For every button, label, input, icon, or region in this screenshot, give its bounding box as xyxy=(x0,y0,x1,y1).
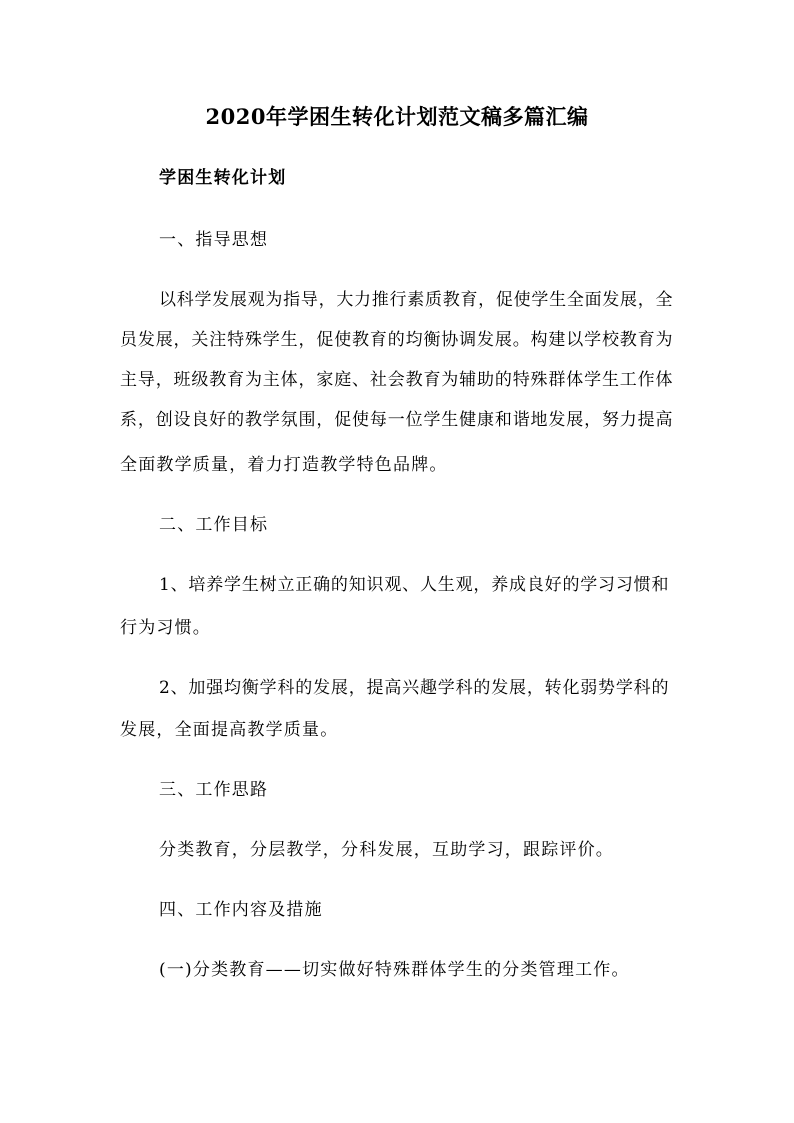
section-heading-3: 三、工作思路 xyxy=(159,780,269,800)
paragraph-line: 全面教学质量，着力打造教学特色品牌。 xyxy=(120,455,448,475)
paragraph-line: 1、培养学生树立正确的知识观、人生观，养成良好的学习习惯和 xyxy=(159,575,669,595)
section-heading-4: 四、工作内容及措施 xyxy=(159,900,323,920)
section-heading-2: 二、工作目标 xyxy=(159,515,269,535)
paragraph-line: 2、加强均衡学科的发展，提高兴趣学科的发展，转化弱势学科的 xyxy=(159,678,669,698)
paragraph-line: 以科学发展观为指导，大力推行素质教育，促使学生全面发展，全 xyxy=(159,290,673,310)
paragraph-line: (一)分类教育——切实做好特殊群体学生的分类管理工作。 xyxy=(159,960,630,980)
paragraph-line: 系，创设良好的教学氛围，促使每一位学生健康和谐地发展，努力提高 xyxy=(120,410,673,430)
paragraph-line: 分类教育，分层教学，分科发展，互助学习，跟踪评价。 xyxy=(159,840,614,860)
paragraph-line: 主导，班级教育为主体，家庭、社会教育为辅助的特殊群体学生工作体 xyxy=(120,370,673,390)
document-title: 2020年学困生转化计划范文稿多篇汇编 xyxy=(205,104,589,129)
section-heading-1: 一、指导思想 xyxy=(159,230,269,250)
paragraph-line: 发展，全面提高教学质量。 xyxy=(120,720,339,740)
subtitle: 学困生转化计划 xyxy=(159,168,287,188)
paragraph-line: 员发展，关注特殊学生，促使教育的均衡协调发展。构建以学校教育为 xyxy=(120,330,673,350)
paragraph-line: 行为习惯。 xyxy=(120,618,211,638)
